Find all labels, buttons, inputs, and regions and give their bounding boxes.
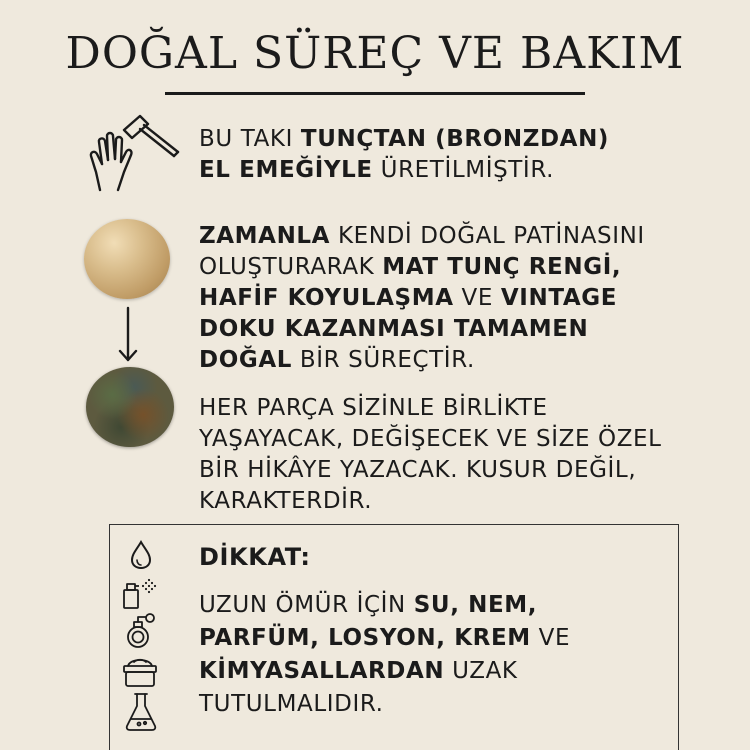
warning-line-3: KİMYASALLARDAN UZAK [199, 658, 518, 684]
warning-line-1: UZUN ÖMÜR İÇİN SU, NEM, [199, 592, 538, 618]
patina-line-4: DOKU KAZANMASI TAMAMEN [199, 316, 589, 342]
patina-line-2: OLUŞTURARAK MAT TUNÇ RENGİ, [199, 254, 622, 280]
patina-line-5: DOĞAL BİR SÜREÇTİR. [199, 347, 475, 373]
intro-line-2: EL EMEĞİYLE ÜRETİLMİŞTİR. [199, 157, 554, 183]
warning-line-2: PARFÜM, LOSYON, KREM VE [199, 625, 571, 651]
title-divider [165, 92, 585, 95]
patinated-bronze-coin [86, 367, 174, 447]
cream-jar-icon [120, 654, 160, 688]
patina-line-1: ZAMANLA KENDİ DOĞAL PATİNASINI [199, 223, 645, 249]
character-line-4: KARAKTERDİR. [199, 488, 373, 514]
intro-line-1: BU TAKI TUNÇTAN (BRONZDAN) [199, 126, 610, 152]
warning-heading: DİKKAT: [199, 543, 311, 571]
page-title: DOĞAL SÜREÇ VE BAKIM [65, 28, 685, 79]
lab-flask-icon [124, 692, 158, 732]
character-line-3: BİR HİKÂYE YAZACAK. KUSUR DEĞİL, [199, 457, 637, 483]
perfume-bottle-icon [122, 612, 158, 650]
hammer-hand-icon [88, 112, 182, 192]
water-drop-icon [128, 540, 154, 570]
spray-bottle-icon [120, 576, 160, 610]
warning-line-4: TUTULMALIDIR. [199, 691, 384, 717]
character-line-1: HER PARÇA SİZİNLE BİRLİKTE [199, 395, 548, 421]
new-bronze-coin [84, 219, 170, 299]
character-line-2: YAŞAYACAK, DEĞİŞECEK VE SİZE ÖZEL [199, 426, 662, 452]
arrow-down-icon [116, 306, 140, 364]
patina-line-3: HAFİF KOYULAŞMA VE VINTAGE [199, 285, 618, 311]
